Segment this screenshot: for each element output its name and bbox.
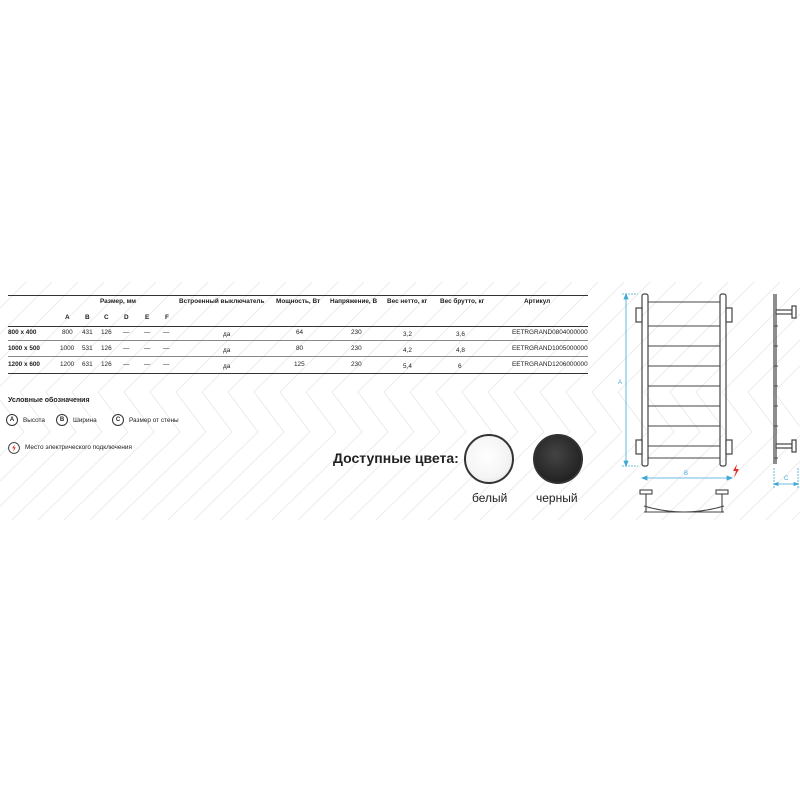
cell-c: 126 <box>101 345 112 352</box>
row-label: 1200 x 600 <box>8 361 40 368</box>
dimension-label-c: C <box>784 476 789 482</box>
cell-b: 631 <box>82 361 93 368</box>
subheader-d: D <box>124 314 129 321</box>
cell-d: — <box>123 329 130 336</box>
legend-item-electrical <box>8 441 132 453</box>
letter-c-badge: C <box>112 414 124 426</box>
header-gross-weight: Вес брутто, кг <box>440 298 485 305</box>
header-net-weight: Вес нетто, кг <box>387 298 428 305</box>
subheader-c: C <box>104 314 109 321</box>
cell-power: 80 <box>296 345 304 352</box>
cell-net-weight: 5,4 <box>403 363 412 370</box>
electrical-connection-icon <box>733 464 739 478</box>
cell-a: 1200 <box>60 361 75 368</box>
subheader-a: A <box>65 314 70 321</box>
cell-c: 126 <box>101 329 112 336</box>
header-switch: Встроенный выключатель <box>179 298 265 305</box>
cell-voltage: 230 <box>351 329 362 336</box>
header-size: Размер, мм <box>100 298 137 305</box>
subheader-f: F <box>165 314 169 321</box>
cell-net-weight: 4,2 <box>403 347 412 354</box>
cell-b: 531 <box>82 345 93 352</box>
legend-item-width <box>56 413 97 427</box>
cell-power: 64 <box>296 329 304 336</box>
technical-drawings <box>608 288 800 523</box>
cell-f: — <box>163 361 170 368</box>
color-swatch-black <box>533 434 583 484</box>
available-colors-title: Доступные цвета: <box>333 450 459 466</box>
front-view <box>636 294 732 466</box>
header-article: Артикул <box>524 298 551 305</box>
row-label: 1000 x 500 <box>8 345 40 352</box>
cell-a: 800 <box>62 329 73 336</box>
table-row-rule <box>8 356 588 357</box>
cell-c: 126 <box>101 361 112 368</box>
cell-voltage: 230 <box>351 345 362 352</box>
color-swatch-white <box>464 434 514 484</box>
cell-f: — <box>163 329 170 336</box>
cell-e: — <box>144 345 151 352</box>
cell-f: — <box>163 345 170 352</box>
electrical-connection-icon <box>8 441 20 453</box>
cell-gross-weight: 6 <box>458 363 462 370</box>
subheader-b: B <box>85 314 90 321</box>
cell-d: — <box>123 361 130 368</box>
color-label-white: белый <box>472 491 508 505</box>
dimension-label-b: B <box>684 471 689 477</box>
table-header-rule <box>8 326 588 327</box>
cell-switch: да <box>223 347 231 354</box>
legend-label: Место электрического подключения <box>25 443 132 451</box>
cell-voltage: 230 <box>351 361 362 368</box>
cell-a: 1000 <box>60 345 75 352</box>
legend-item-height <box>6 413 45 427</box>
subheader-e: E <box>145 314 150 321</box>
table-top-rule <box>8 295 588 296</box>
side-view <box>774 294 796 464</box>
cell-gross-weight: 3,6 <box>456 331 465 338</box>
letter-a-badge: A <box>6 414 18 426</box>
cell-switch: да <box>223 363 231 370</box>
legend-title: Условные обозначения <box>8 397 90 404</box>
letter-b-badge: B <box>56 414 68 426</box>
dimension-label-a: A <box>618 380 623 386</box>
cell-article: EETRGRAND0804000000 <box>512 329 588 336</box>
cell-b: 431 <box>82 329 93 336</box>
cell-power: 125 <box>294 361 305 368</box>
cell-d: — <box>123 345 130 352</box>
legend-label: Размер от стены <box>129 416 179 424</box>
row-label: 800 x 400 <box>8 329 37 336</box>
cell-switch: да <box>223 331 231 338</box>
color-label-black: черный <box>536 491 578 505</box>
table-bottom-rule <box>8 373 588 374</box>
cell-article: EETRGRAND1206000000 <box>512 361 588 368</box>
towel-rail-drawing <box>608 288 800 518</box>
cell-net-weight: 3,2 <box>403 331 412 338</box>
cell-e: — <box>144 361 151 368</box>
table-row-rule <box>8 340 588 341</box>
legend-label: Высота <box>23 416 45 424</box>
cell-article: EETRGRAND1005000000 <box>512 345 588 352</box>
cell-e: — <box>144 329 151 336</box>
header-power: Мощность, Вт <box>276 298 321 305</box>
top-view <box>640 490 728 512</box>
legend-label: Ширина <box>73 416 97 424</box>
legend-item-wall-distance <box>112 413 179 427</box>
header-voltage: Напряжение, В <box>330 298 378 305</box>
cell-gross-weight: 4,8 <box>456 347 465 354</box>
